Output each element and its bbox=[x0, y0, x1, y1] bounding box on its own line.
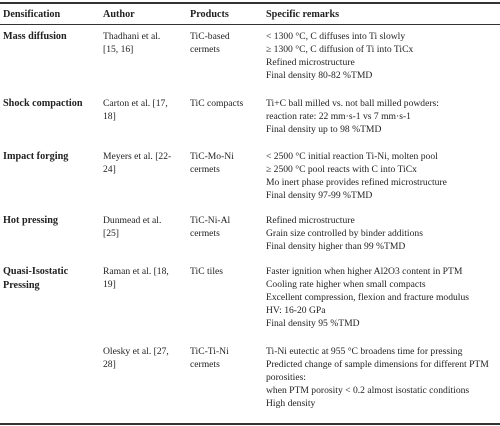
table-top-rule bbox=[0, 2, 500, 4]
row-author: Thadhani et al. [15, 16] bbox=[103, 31, 161, 55]
header-bottom-rule bbox=[0, 24, 500, 25]
row-densification: Hot pressing bbox=[3, 215, 59, 226]
row-author: Dunmead et al. [25] bbox=[103, 215, 162, 239]
row-remarks: < 1300 °C, C diffuses into Ti slowly ≥ 1300 °C, C diffusion of Ti into TiCx Refined microstructure Final density 80-82 %TMD bbox=[266, 31, 414, 81]
row-products: TiC compacts bbox=[190, 98, 244, 109]
row-products: TiC-based cermets bbox=[190, 31, 230, 55]
header-author: Author bbox=[103, 9, 135, 20]
row-remarks: Ti-Ni eutectic at 955 °C broadens time for pressing Predicted change of sample dimensions for different PTM porosities: when PTM porosity < 0.2 almost isostatic conditions High density bbox=[266, 346, 489, 409]
row-densification: Quasi-Isostatic Pressing bbox=[3, 266, 69, 291]
header-products: Products bbox=[190, 9, 229, 20]
row-densification: Mass diffusion bbox=[3, 31, 67, 42]
row-remarks: Refined microstructure Grain size controlled by binder additions Final density higher than 99 %TMD bbox=[266, 215, 423, 252]
header-densification: Densification bbox=[3, 9, 61, 20]
row-author: Meyers et al. [22- 24] bbox=[103, 151, 172, 175]
row-densification: Impact forging bbox=[3, 151, 69, 162]
row-products: TiC-Ni-Al cermets bbox=[190, 215, 231, 239]
header-remarks: Specific remarks bbox=[266, 9, 340, 20]
row-products: TiC tiles bbox=[190, 266, 223, 277]
row-products: TiC-Ti-Ni cermets bbox=[190, 346, 229, 370]
row-remarks: Faster ignition when higher Al2O3 content in PTM Cooling rate higher when small compacts Excellent compression, flexion and fracture modulus HV: 16-20 GPa Final density 95 %TMD bbox=[266, 266, 470, 329]
row-densification: Shock compaction bbox=[3, 98, 83, 109]
row-author: Olesky et al. [27, 28] bbox=[103, 346, 169, 370]
row-author: Carton et al. [17, 18] bbox=[103, 98, 168, 122]
row-remarks: Ti+C ball milled vs. not ball milled powders: reaction rate: 22 mm·s-1 vs 7 mm·s-1 Final density up to 98 %TMD bbox=[266, 98, 439, 135]
table-bottom-rule bbox=[0, 423, 500, 425]
row-author: Raman et al. [18, 19] bbox=[103, 266, 169, 290]
row-remarks: < 2500 °C initial reaction Ti-Ni, molten pool ≥ 2500 °C pool reacts with C into TiCx Mo inert phase provides refined microstructure Final density 97-99 %TMD bbox=[266, 151, 447, 201]
row-products: TiC-Mo-Ni cermets bbox=[190, 151, 234, 175]
